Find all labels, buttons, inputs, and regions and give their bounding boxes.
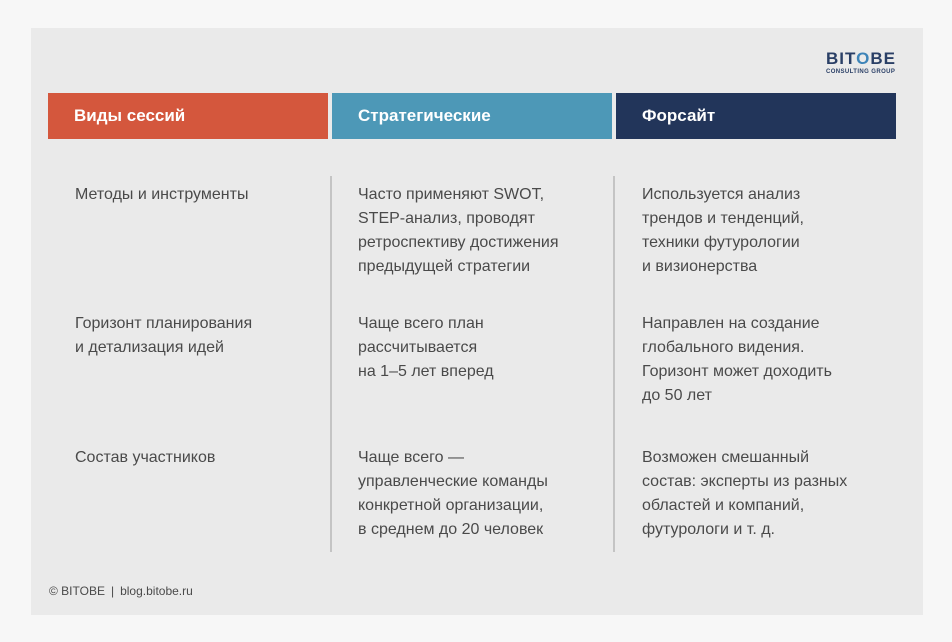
cell-strategic-methods: Часто применяют SWOT, STEP-анализ, проводят ретроспективу достижения предыдущей стратегии [358, 186, 559, 275]
cell-foresight-horizon: Направлен на создание глобального видения. Горизонт может доходить до 50 лет [642, 315, 832, 404]
cell-strategic-horizon: Чаще всего план рассчитывается на 1–5 лет вперед [358, 315, 494, 380]
header-session-types: Виды сессий [48, 93, 328, 139]
footer-blog-link[interactable]: blog.bitobe.ru [120, 584, 193, 598]
column-divider [613, 176, 615, 552]
cell-foresight-participants: Возможен смешанный состав: эксперты из разных областей и компаний, футурологи и т. д. [642, 449, 848, 538]
bitobe-logo [826, 50, 898, 76]
cell-foresight-methods: Используется анализ трендов и тенденций, техники футурологии и визионерства [642, 186, 804, 275]
column-divider [330, 176, 332, 552]
row-label-participants: Состав участников [75, 449, 216, 466]
logo-wordmark: BITOBE [826, 49, 896, 68]
row-label-horizon: Горизонт планирования и детализация идей [75, 315, 253, 356]
cell-strategic-participants: Чаще всего — управленческие команды конкретной организации, в среднем до 20 человек [358, 449, 548, 538]
row-label-methods: Методы и инструменты [75, 186, 249, 203]
footer-separator: | [110, 584, 115, 598]
logo-subtitle: CONSULTING GROUP [826, 69, 896, 75]
footer-copyright: © BITOBE [49, 584, 105, 598]
header-foresight: Форсайт [616, 93, 896, 139]
header-strategic: Стратегические [332, 93, 612, 139]
footer [49, 584, 193, 598]
